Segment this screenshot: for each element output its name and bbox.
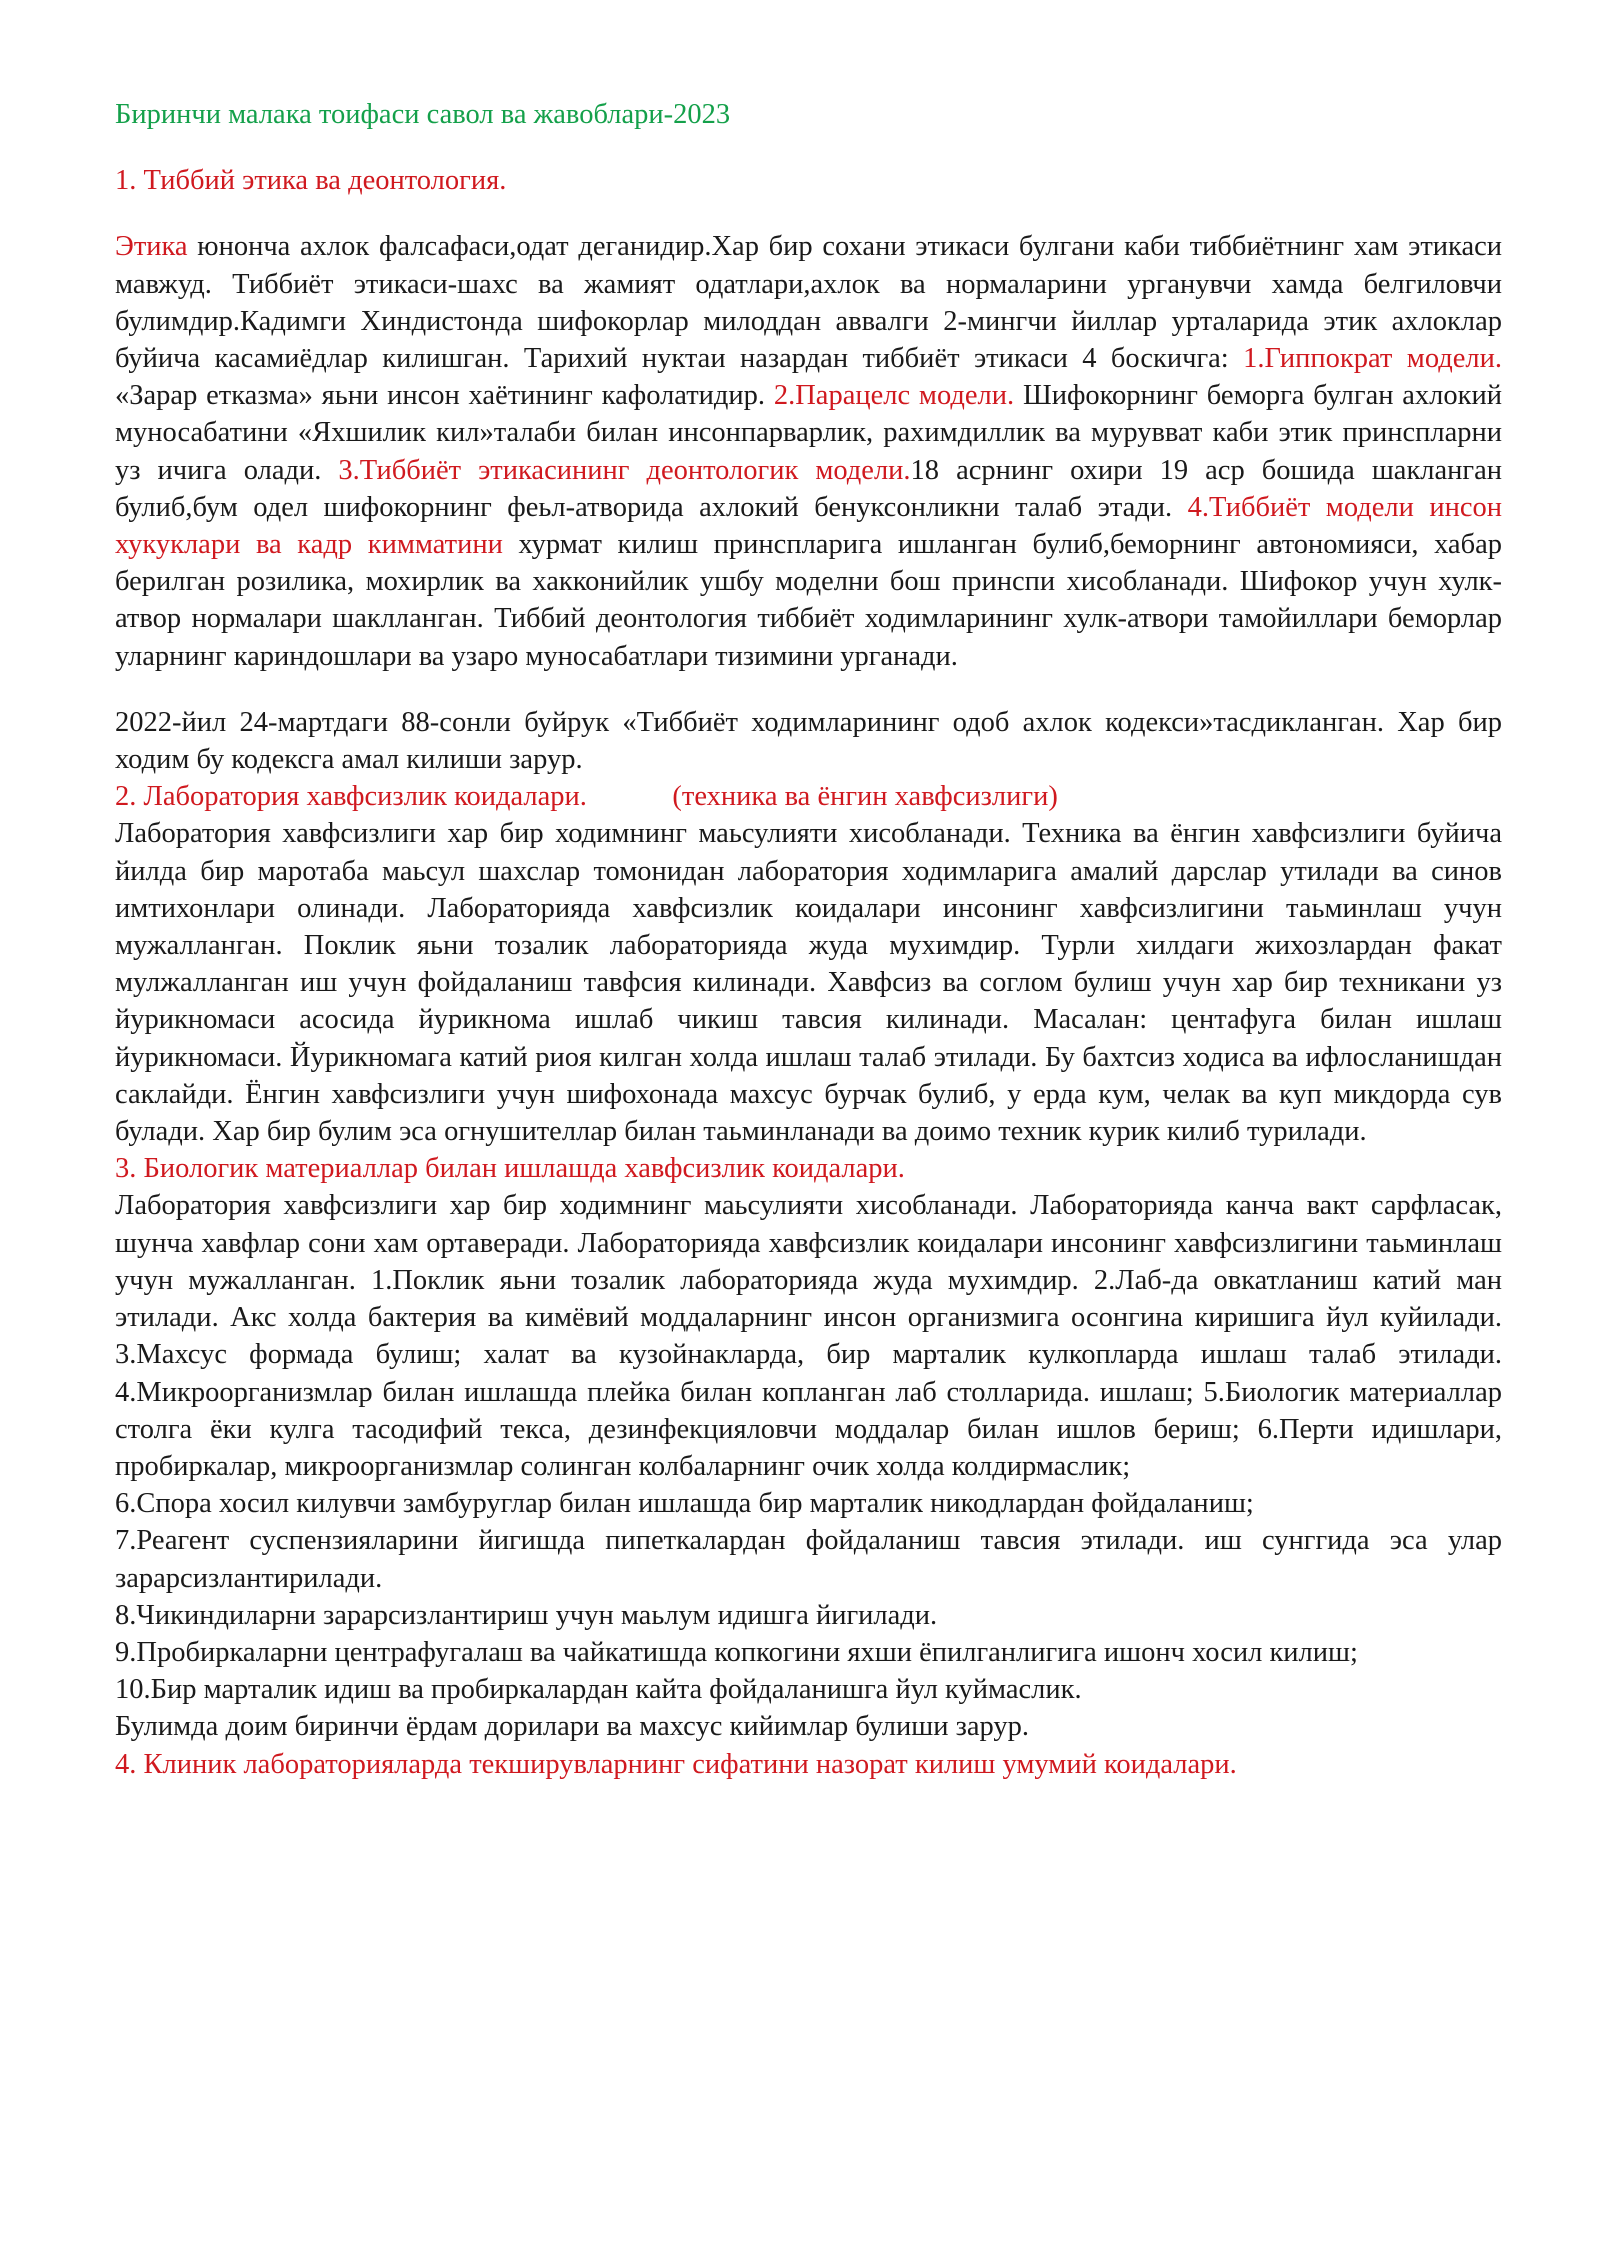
section-4-heading: 4. Клиник лабораторияларда текширувларнинг сифатини назорат килиш умумий коидалари. [115,1748,1237,1780]
section-3-item-10: 10.Бир марталик идиш ва пробиркалардан кайта фойдаланишга йул куймаслик. [115,1674,1082,1706]
hippocrates-model: 1.Гиппократ модели. [1243,343,1502,375]
section-1-heading: 1. Тиббий этика ва деонтология. [115,165,507,197]
ethics-text-2: «Зарар етказма» яьни инсон хаётининг кафолатидир. [115,380,774,412]
section-3-item-9: 9.Пробиркаларни центрафугалаш ва чайкатишда копкогини яхши ёпилганлигига ишонч хосил килиш; [115,1636,1358,1668]
ethics-text-4: 18 асрнинг охири 19 аср бошида шакланган булиб,бум одел шифокорнинг феьл-атворида ахлокий бенуксонликни талаб этади. [115,454,1502,523]
ethics-term: Этика [115,231,188,263]
section-3-body: Лаборатория хавфсизлиги хар бир ходимнинг маьсулияти хисобланади. Лабораторияда канча вакт сарфласак, шунча хавфлар сони хам ортаверади. Лабораторияда хавфсизлик коидалари инсонинг хавфсизлигини таьминлаш учун мужалланган. 1.Поклик яьни тозалик лабораторияда жуда мухимдир. 2.Лаб-да овкатланиш катий ман этилади. Акс холда бактерия ва кимёвий моддаларнинг инсон организмига осонгина киришига йул куйилади. 3.Махсус формада булиш; халат ва кузойнакларда, бир марталик кулкопларда ишлаш талаб этилади. 4.Микроорганизмлар билан ишлашда плейка билан копланган лаб столларида. ишлаш; 5.Биологик материаллар столга ёки кулга тасодифий тексa, дезинфекцияловчи моддалар билан ишлов бериш; 6.Перти идишлари, пробиркалар, микроорганизмлар солинган колбаларнинг очик холда колдирмаслик; [115,1190,1502,1482]
document-title: Биринчи малака тоифаси савол ва жавоблари-2023 [115,99,731,130]
section-3-heading: 3. Биологик материаллар билан ишлашда хавфсизлик коидалари. [115,1153,905,1185]
section-3-item-8: 8.Чикиндиларни зарарсизлантириш учун маьлум идишга йигилади. [115,1599,938,1631]
ethics-text-5: хурмат килиш принспларига ишланган булиб,беморнинг автономияси, хабар берилган розилика, мохирлик ва хакконийлик ушбу моделни бош принспи хисобланади. Шифокор учун хулк-атвор нормалари шаклланган. Тиббий деонтология тиббиёт ходимларининг хулк-атвори тамойиллари беморлар уларнинг кариндошлари ва узаро муносабатлари тизимини урганади. [115,529,1502,672]
section-3-item-6: 6.Спора хосил килувчи замбуруглар билан ишлашда бир марталик никодлардан фойдаланиш; [115,1488,1254,1520]
section-2-heading: 2. Лаборатория хавфсизлик коидалари. (техника ва ёнгин хавфсизлиги) [115,781,1058,813]
human-rights-model: 4.Тиббиёт модели инсон хукуклари ва кадр кимматини [115,491,1502,561]
section-3-item-7: 7.Реагент суспензияларини йигишда пипеткалардан фойдаланиш тавсия этилади. иш сунггида эса улар зарарсизлантирилади. [115,1525,1502,1594]
section-2-body: Лаборатория хавфсизлиги хар бир ходимнинг маьсулияти хисобланади. Техника ва ёнгин хавфсизлиги буйича йилда бир маротаба маьсул шахслар томонидан лаборатория ходимларига амалий дарслар утилади ва синов имтихонлари олинади. Лабораторияда хавфсизлик коидалари инсонинг хавфсизлигини таьминлаш учун мужалланган. Поклик яьни тозалик лабораторияда жуда мухимдир. Турли хилдаги жихозлардан факат мулжалланган иш учун фойдаланиш тавфсия килинади. Хавфсиз ва соглом булиш учун хар бир техникани уз йурикномаси асосида йурикнома ишлаб чикиш тавсия килинади. Масалан: центафуга билан ишлаш йурикномаси. Йурикномага катий риоя килган холда ишлаш талаб этилади. Бу бахтсиз ходиса ва ифлосланишдан саклайди. Ёнгин хавфсизлиги учун шифохонада махсус бурчак булиб, у ерда кум, челак ва куп микдорда сув булади. Хар бир булим эса огнушителлар билан таьминланади ва доимо техник курик килиб турилади. [115,818,1502,1148]
ethics-text-3: Шифокорнинг беморга булган ахлокий муносабатини «Яхшилик кил»талаби билан инсонпарварлик, рахимдиллик ва мурувват каби этик принспларни уз ичига олади. [115,380,1502,486]
section-1-paragraph-2: 2022-йил 24-мартдаги 88-сонли буйрук «Тиббиёт ходимларининг одоб ахлок кодекси»тасдикланган. Хар бир ходим бу кодексга амал килиши зарур. [115,706,1502,776]
paracelsus-model: 2.Парацелс модели. [773,380,1015,412]
deontological-model: 3.Тиббиёт этикасининг деонтологик модели. [338,454,911,486]
section-1-paragraph-1 [115,228,1502,674]
section-3-closing-note: Булимда доим биринчи ёрдам дорилари ва махсус кийимлар булиши зарур. [115,1711,1029,1743]
ethics-text-1: юнонча ахлок фалсафаси,одат деганидир.Хар бир сохани этикаси булгани каби тиббиётнинг хам этикаси мавжуд. Тиббиёт этикаси-шахс ва жамият одатлари,ахлок ва нормаларини урганувчи хамда белгиловчи булимдир.Кадимги Хиндистонда шифокорлар милоддан аввалги 2-мингчи йиллар урталарида этик ахлоклар буйича касамиёдлар килишган. Тарихий нуктаи назардан тиббиёт этикаси 4 боскичга: [115,231,1502,375]
